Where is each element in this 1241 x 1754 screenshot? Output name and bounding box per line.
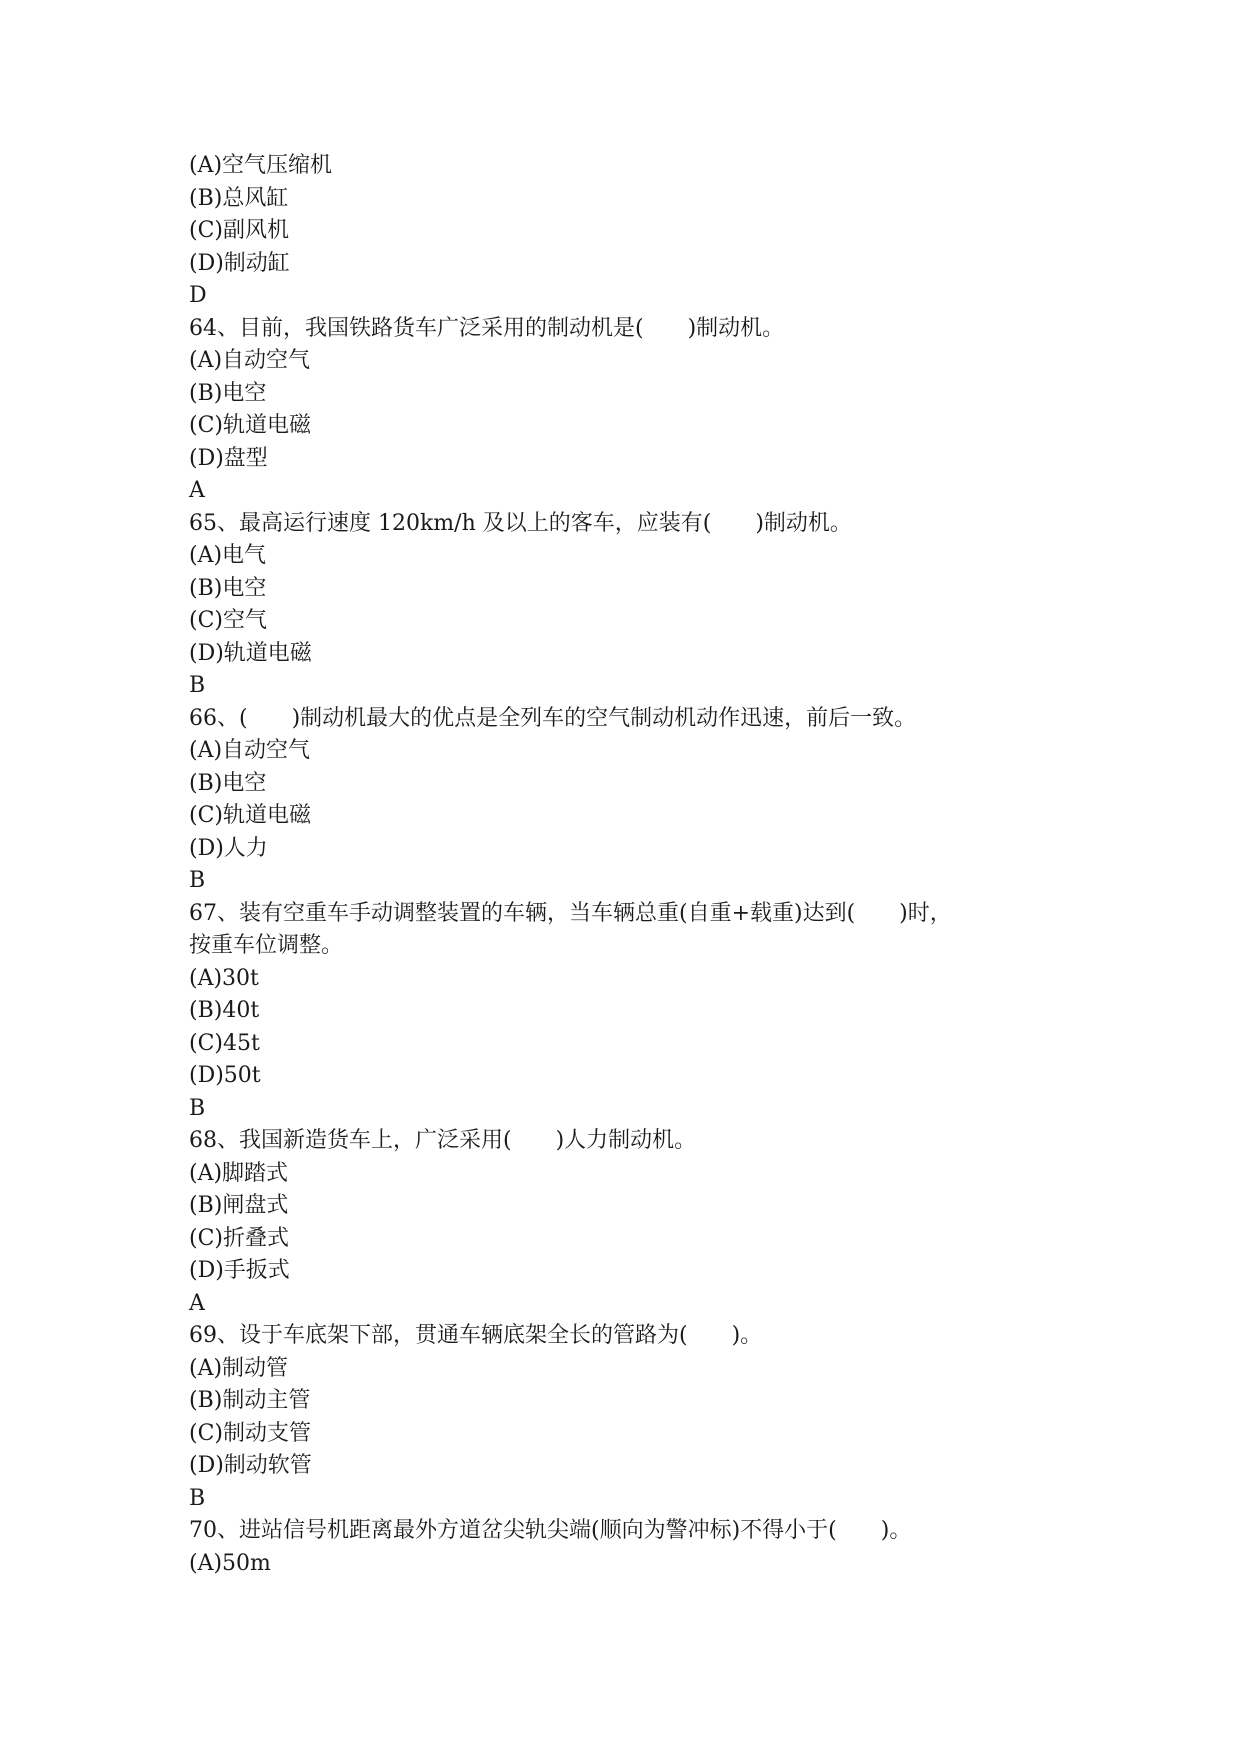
option-line: (A)制动管 [189,1355,289,1381]
question-line: 67、装有空重车手动调整装置的车辆，当车辆总重(自重+载重)达到( )时， [189,900,952,926]
question-line-continued: 按重车位调整。 [189,933,344,958]
option-line: (A)50m [189,1550,271,1576]
option-line: (D)手扳式 [189,1258,290,1283]
option-line: (B)制动主管 [189,1388,311,1413]
option-line: (B)总风缸 [189,185,289,211]
option-line: (A)空气压缩机 [189,153,333,178]
answer-line: B [189,673,206,698]
answer-line: A [189,1290,205,1316]
option-line: (B)电空 [189,575,267,601]
answer-line: B [189,1485,206,1511]
option-line: (C)轨道电磁 [189,413,311,438]
question-line: 66、( )制动机最大的优点是全列车的空气制动机动作迅速，前后一致。 [189,705,917,731]
answer-line: B [189,868,206,893]
document-page [189,150,1089,1580]
answer-line: D [189,283,207,308]
option-line: (C)制动支管 [189,1420,311,1446]
option-line: (C)45t [189,1030,260,1056]
option-line: (A)自动空气 [189,738,311,763]
option-line: (B)闸盘式 [189,1193,289,1218]
question-line: 64、目前，我国铁路货车广泛采用的制动机是( )制动机。 [189,315,785,341]
option-line: (B)电空 [189,380,267,406]
option-line: (C)轨道电磁 [189,803,311,828]
answer-line: A [189,478,205,503]
option-line: (D)人力 [189,835,268,861]
option-line: (C)折叠式 [189,1225,289,1251]
option-line: (D)盘型 [189,445,268,471]
question-line: 68、我国新造货车上，广泛采用( )人力制动机。 [189,1128,697,1153]
option-line: (C)空气 [189,608,267,633]
question-line: 65、最高运行速度 120km/h 及以上的客车，应装有( )制动机。 [189,510,852,536]
option-line: (A)30t [189,965,259,991]
option-line: (D)50t [189,1063,261,1088]
answer-line: B [189,1095,206,1121]
option-line: (A)脚踏式 [189,1160,289,1186]
option-line: (D)制动缸 [189,250,290,276]
option-line: (A)自动空气 [189,348,311,373]
option-line: (D)轨道电磁 [189,640,312,666]
option-line: (D)制动软管 [189,1453,312,1478]
option-line: (A)电气 [189,543,267,568]
question-line: 69、设于车底架下部，贯通车辆底架全长的管路为( )。 [189,1323,763,1348]
question-line: 70、进站信号机距离最外方道岔尖轨尖端(顺向为警冲标)不得小于( )。 [189,1518,912,1543]
option-line: (B)电空 [189,770,267,796]
option-line: (B)40t [189,998,260,1023]
option-line: (C)副风机 [189,218,289,243]
